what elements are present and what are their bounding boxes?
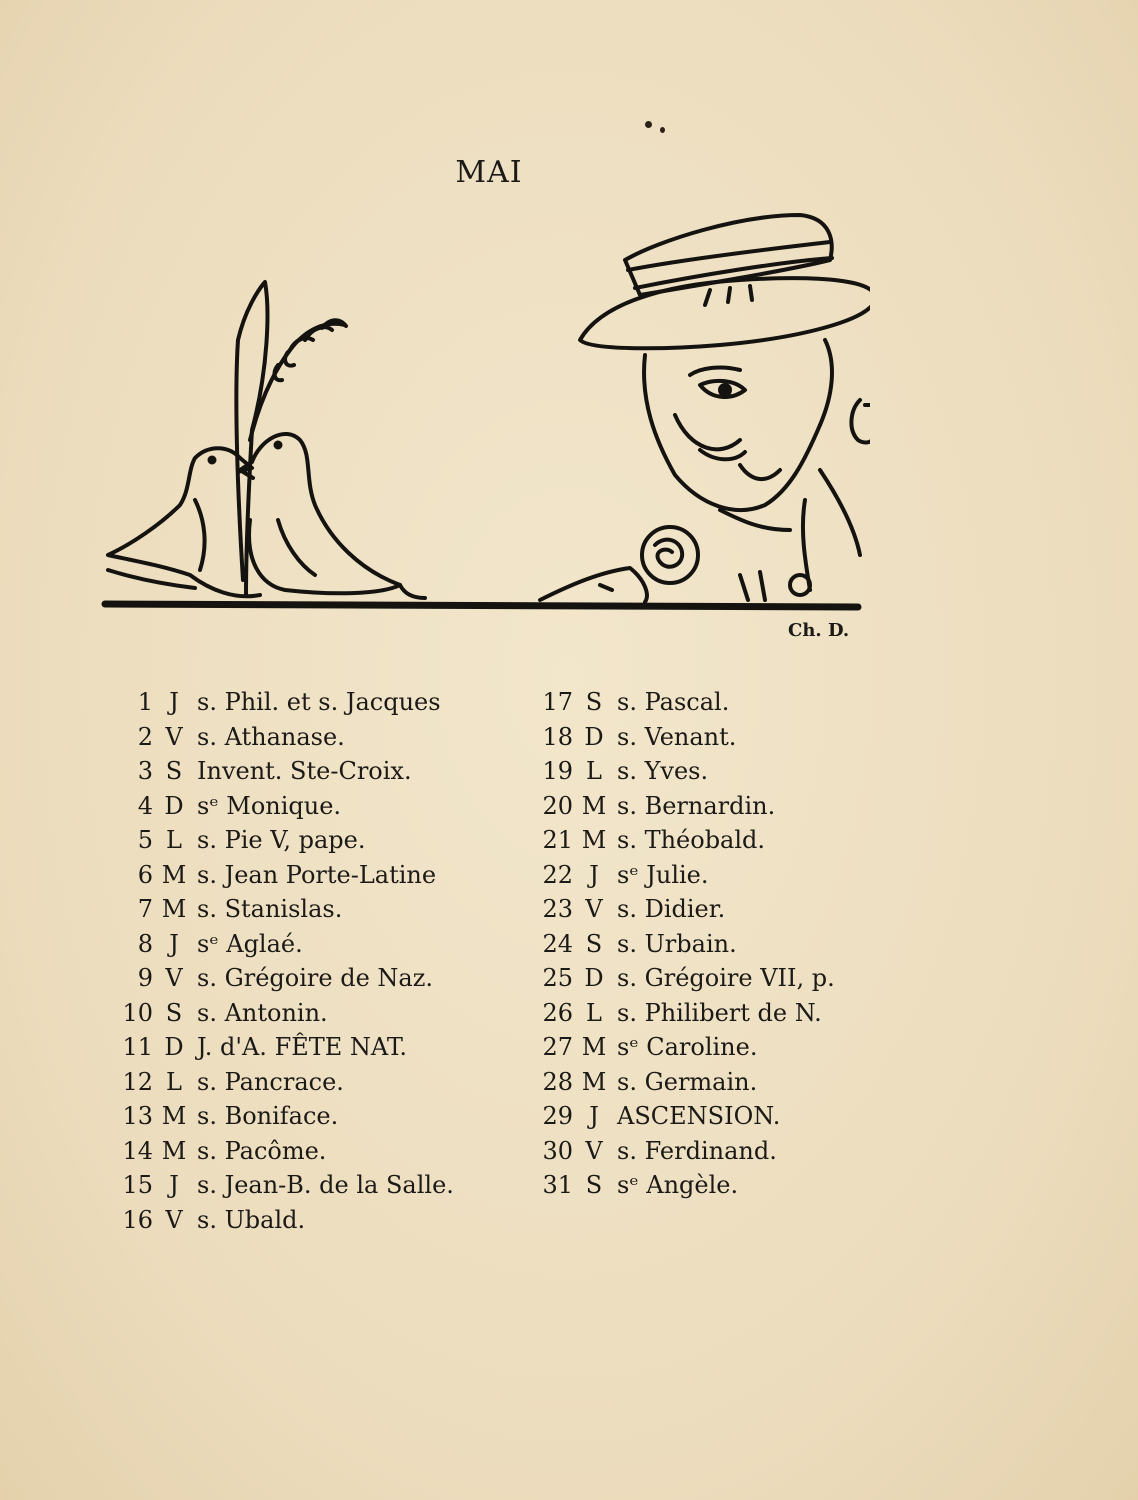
day-number: 13 bbox=[122, 1102, 153, 1130]
day-number: 18 bbox=[542, 722, 573, 751]
saint-name: s. Grégoire de Naz. bbox=[197, 964, 433, 992]
saint-name: s. Grégoire VII, p. bbox=[617, 964, 835, 992]
weekday-letter: M bbox=[161, 895, 187, 923]
day-number: 26 bbox=[542, 998, 573, 1027]
saint-name: s. Bernardin. bbox=[617, 791, 776, 820]
saint-name: s. Urbain. bbox=[617, 929, 737, 958]
calendar-row bbox=[95, 723, 454, 758]
saint-name: s. Pascal. bbox=[617, 688, 730, 716]
calendar-row bbox=[515, 1033, 835, 1068]
saint-name: s. Pie V, pape. bbox=[197, 826, 366, 854]
weekday-letter: J bbox=[169, 1171, 179, 1199]
ink-speck bbox=[660, 127, 665, 133]
calendar-row bbox=[95, 964, 454, 999]
calendar-column-right bbox=[515, 688, 835, 1206]
illustration-doves-and-man bbox=[100, 200, 870, 620]
calendar-row bbox=[515, 1137, 835, 1172]
saint-name: sᵉ Caroline. bbox=[617, 1033, 758, 1061]
day-number: 10 bbox=[122, 998, 153, 1027]
calendar-row bbox=[515, 895, 835, 930]
saint-name: s. Jean Porte-Latine bbox=[197, 860, 437, 889]
weekday-letter: J bbox=[589, 1102, 599, 1130]
calendar-row bbox=[95, 1102, 454, 1137]
calendar-row bbox=[515, 792, 835, 827]
saint-name: s. Pancrace. bbox=[197, 1067, 344, 1096]
calendar-row bbox=[95, 826, 454, 861]
day-number: 9 bbox=[137, 964, 153, 992]
ground-line bbox=[105, 604, 858, 607]
calendar-row bbox=[515, 757, 835, 792]
saint-name: s. Boniface. bbox=[197, 1102, 339, 1130]
day-number: 11 bbox=[122, 1033, 153, 1061]
calendar-row bbox=[515, 861, 835, 896]
saint-name: s. Jean-B. de la Salle. bbox=[197, 1171, 454, 1199]
artist-signature: Ch. D. bbox=[788, 620, 850, 641]
calendar-row bbox=[515, 826, 835, 861]
calendar-row bbox=[95, 688, 454, 723]
day-number: 16 bbox=[122, 1205, 153, 1234]
calendar-row bbox=[515, 688, 835, 723]
calendar-row bbox=[515, 964, 835, 999]
weekday-letter: S bbox=[585, 688, 603, 716]
day-number: 1 bbox=[137, 688, 153, 716]
weekday-letter: V bbox=[165, 722, 183, 751]
page-title: MAI bbox=[455, 155, 523, 190]
weekday-letter: M bbox=[581, 826, 607, 854]
day-number: 12 bbox=[122, 1067, 153, 1096]
saint-name: s. Stanislas. bbox=[197, 895, 343, 923]
day-number: 31 bbox=[542, 1171, 573, 1199]
weekday-letter: V bbox=[165, 1205, 183, 1234]
calendar-row bbox=[95, 792, 454, 827]
day-number: 25 bbox=[542, 964, 573, 992]
saint-name: s. Ubald. bbox=[197, 1205, 306, 1234]
saint-name: s. Germain. bbox=[617, 1067, 758, 1096]
day-number: 8 bbox=[137, 929, 153, 958]
weekday-letter: D bbox=[584, 722, 604, 751]
saint-name: s. Athanase. bbox=[197, 722, 345, 751]
calendar-row bbox=[95, 1033, 454, 1068]
weekday-letter: S bbox=[165, 757, 183, 785]
weekday-letter: S bbox=[585, 929, 603, 958]
saint-name: s. Ferdinand. bbox=[617, 1136, 777, 1165]
weekday-letter: V bbox=[585, 895, 603, 923]
day-number: 7 bbox=[137, 895, 153, 923]
calendar-row bbox=[95, 930, 454, 965]
calendar-row bbox=[515, 999, 835, 1034]
weekday-letter: M bbox=[161, 860, 187, 889]
weekday-letter: L bbox=[586, 998, 602, 1027]
weekday-letter: V bbox=[585, 1136, 603, 1165]
weekday-letter: S bbox=[585, 1171, 603, 1199]
day-number: 5 bbox=[137, 826, 153, 854]
ink-speck bbox=[645, 121, 652, 128]
day-number: 23 bbox=[542, 895, 573, 923]
day-number: 14 bbox=[122, 1136, 153, 1165]
weekday-letter: D bbox=[164, 791, 184, 820]
day-number: 22 bbox=[542, 860, 573, 889]
earring bbox=[851, 390, 870, 443]
calendar-row bbox=[95, 1206, 454, 1241]
weekday-letter: M bbox=[161, 1102, 187, 1130]
weekday-letter: L bbox=[166, 826, 182, 854]
weekday-letter: D bbox=[164, 1033, 184, 1061]
day-number: 17 bbox=[542, 688, 573, 716]
saint-name: s. Philibert de N. bbox=[617, 998, 822, 1027]
saint-name: s. Yves. bbox=[617, 757, 709, 785]
day-number: 27 bbox=[542, 1033, 573, 1061]
weekday-letter: D bbox=[584, 964, 604, 992]
saint-name: s. Antonin. bbox=[197, 998, 328, 1027]
day-number: 19 bbox=[542, 757, 573, 785]
calendar-row bbox=[515, 1171, 835, 1206]
weekday-letter: J bbox=[589, 860, 599, 889]
day-number: 6 bbox=[137, 860, 153, 889]
weekday-letter: L bbox=[166, 1067, 182, 1096]
saint-name: s. Pacôme. bbox=[197, 1136, 327, 1165]
dove-right bbox=[249, 434, 400, 593]
saint-name: s. Théobald. bbox=[617, 826, 766, 854]
rose bbox=[642, 527, 698, 583]
weekday-letter: J bbox=[169, 688, 179, 716]
weekday-letter: S bbox=[165, 998, 183, 1027]
saint-name: ASCENSION. bbox=[617, 1102, 781, 1130]
calendar-column-left bbox=[95, 688, 454, 1240]
saint-name: sᵉ Monique. bbox=[197, 791, 342, 820]
calendar-row bbox=[515, 1068, 835, 1103]
weekday-letter: V bbox=[165, 964, 183, 992]
day-number: 2 bbox=[137, 722, 153, 751]
day-number: 24 bbox=[542, 929, 573, 958]
weekday-letter: M bbox=[581, 1033, 607, 1061]
saint-name: J. d'A. FÊTE NAT. bbox=[197, 1033, 408, 1061]
saint-name: s. Didier. bbox=[617, 895, 726, 923]
saint-name: s. Venant. bbox=[617, 722, 737, 751]
face bbox=[644, 355, 820, 510]
saint-name: sᵉ Aglaé. bbox=[197, 929, 303, 958]
day-number: 15 bbox=[122, 1171, 153, 1199]
day-number: 28 bbox=[542, 1067, 573, 1096]
saint-name: sᵉ Angèle. bbox=[617, 1171, 739, 1199]
calendar-row bbox=[95, 1171, 454, 1206]
calendar-row bbox=[95, 1137, 454, 1172]
day-number: 3 bbox=[137, 757, 153, 785]
day-number: 21 bbox=[542, 826, 573, 854]
hat-brim bbox=[580, 278, 870, 348]
day-number: 30 bbox=[542, 1136, 573, 1165]
calendar-row bbox=[515, 723, 835, 758]
weekday-letter: M bbox=[161, 1136, 187, 1165]
saint-name: sᵉ Julie. bbox=[617, 860, 709, 889]
saint-name: s. Phil. et s. Jacques bbox=[197, 688, 441, 716]
weekday-letter: L bbox=[586, 757, 602, 785]
weekday-letter: M bbox=[581, 1067, 607, 1096]
day-number: 4 bbox=[137, 791, 153, 820]
calendar-row bbox=[515, 1102, 835, 1137]
saint-name: Invent. Ste-Croix. bbox=[197, 757, 412, 785]
calendar-row bbox=[95, 1068, 454, 1103]
calendar-row bbox=[95, 757, 454, 792]
calendar-row bbox=[95, 999, 454, 1034]
weekday-letter: J bbox=[169, 929, 179, 958]
day-number: 29 bbox=[542, 1102, 573, 1130]
day-number: 20 bbox=[542, 791, 573, 820]
calendar-row bbox=[515, 930, 835, 965]
calendar-row bbox=[95, 861, 454, 896]
weekday-letter: M bbox=[581, 791, 607, 820]
calendar-row bbox=[95, 895, 454, 930]
